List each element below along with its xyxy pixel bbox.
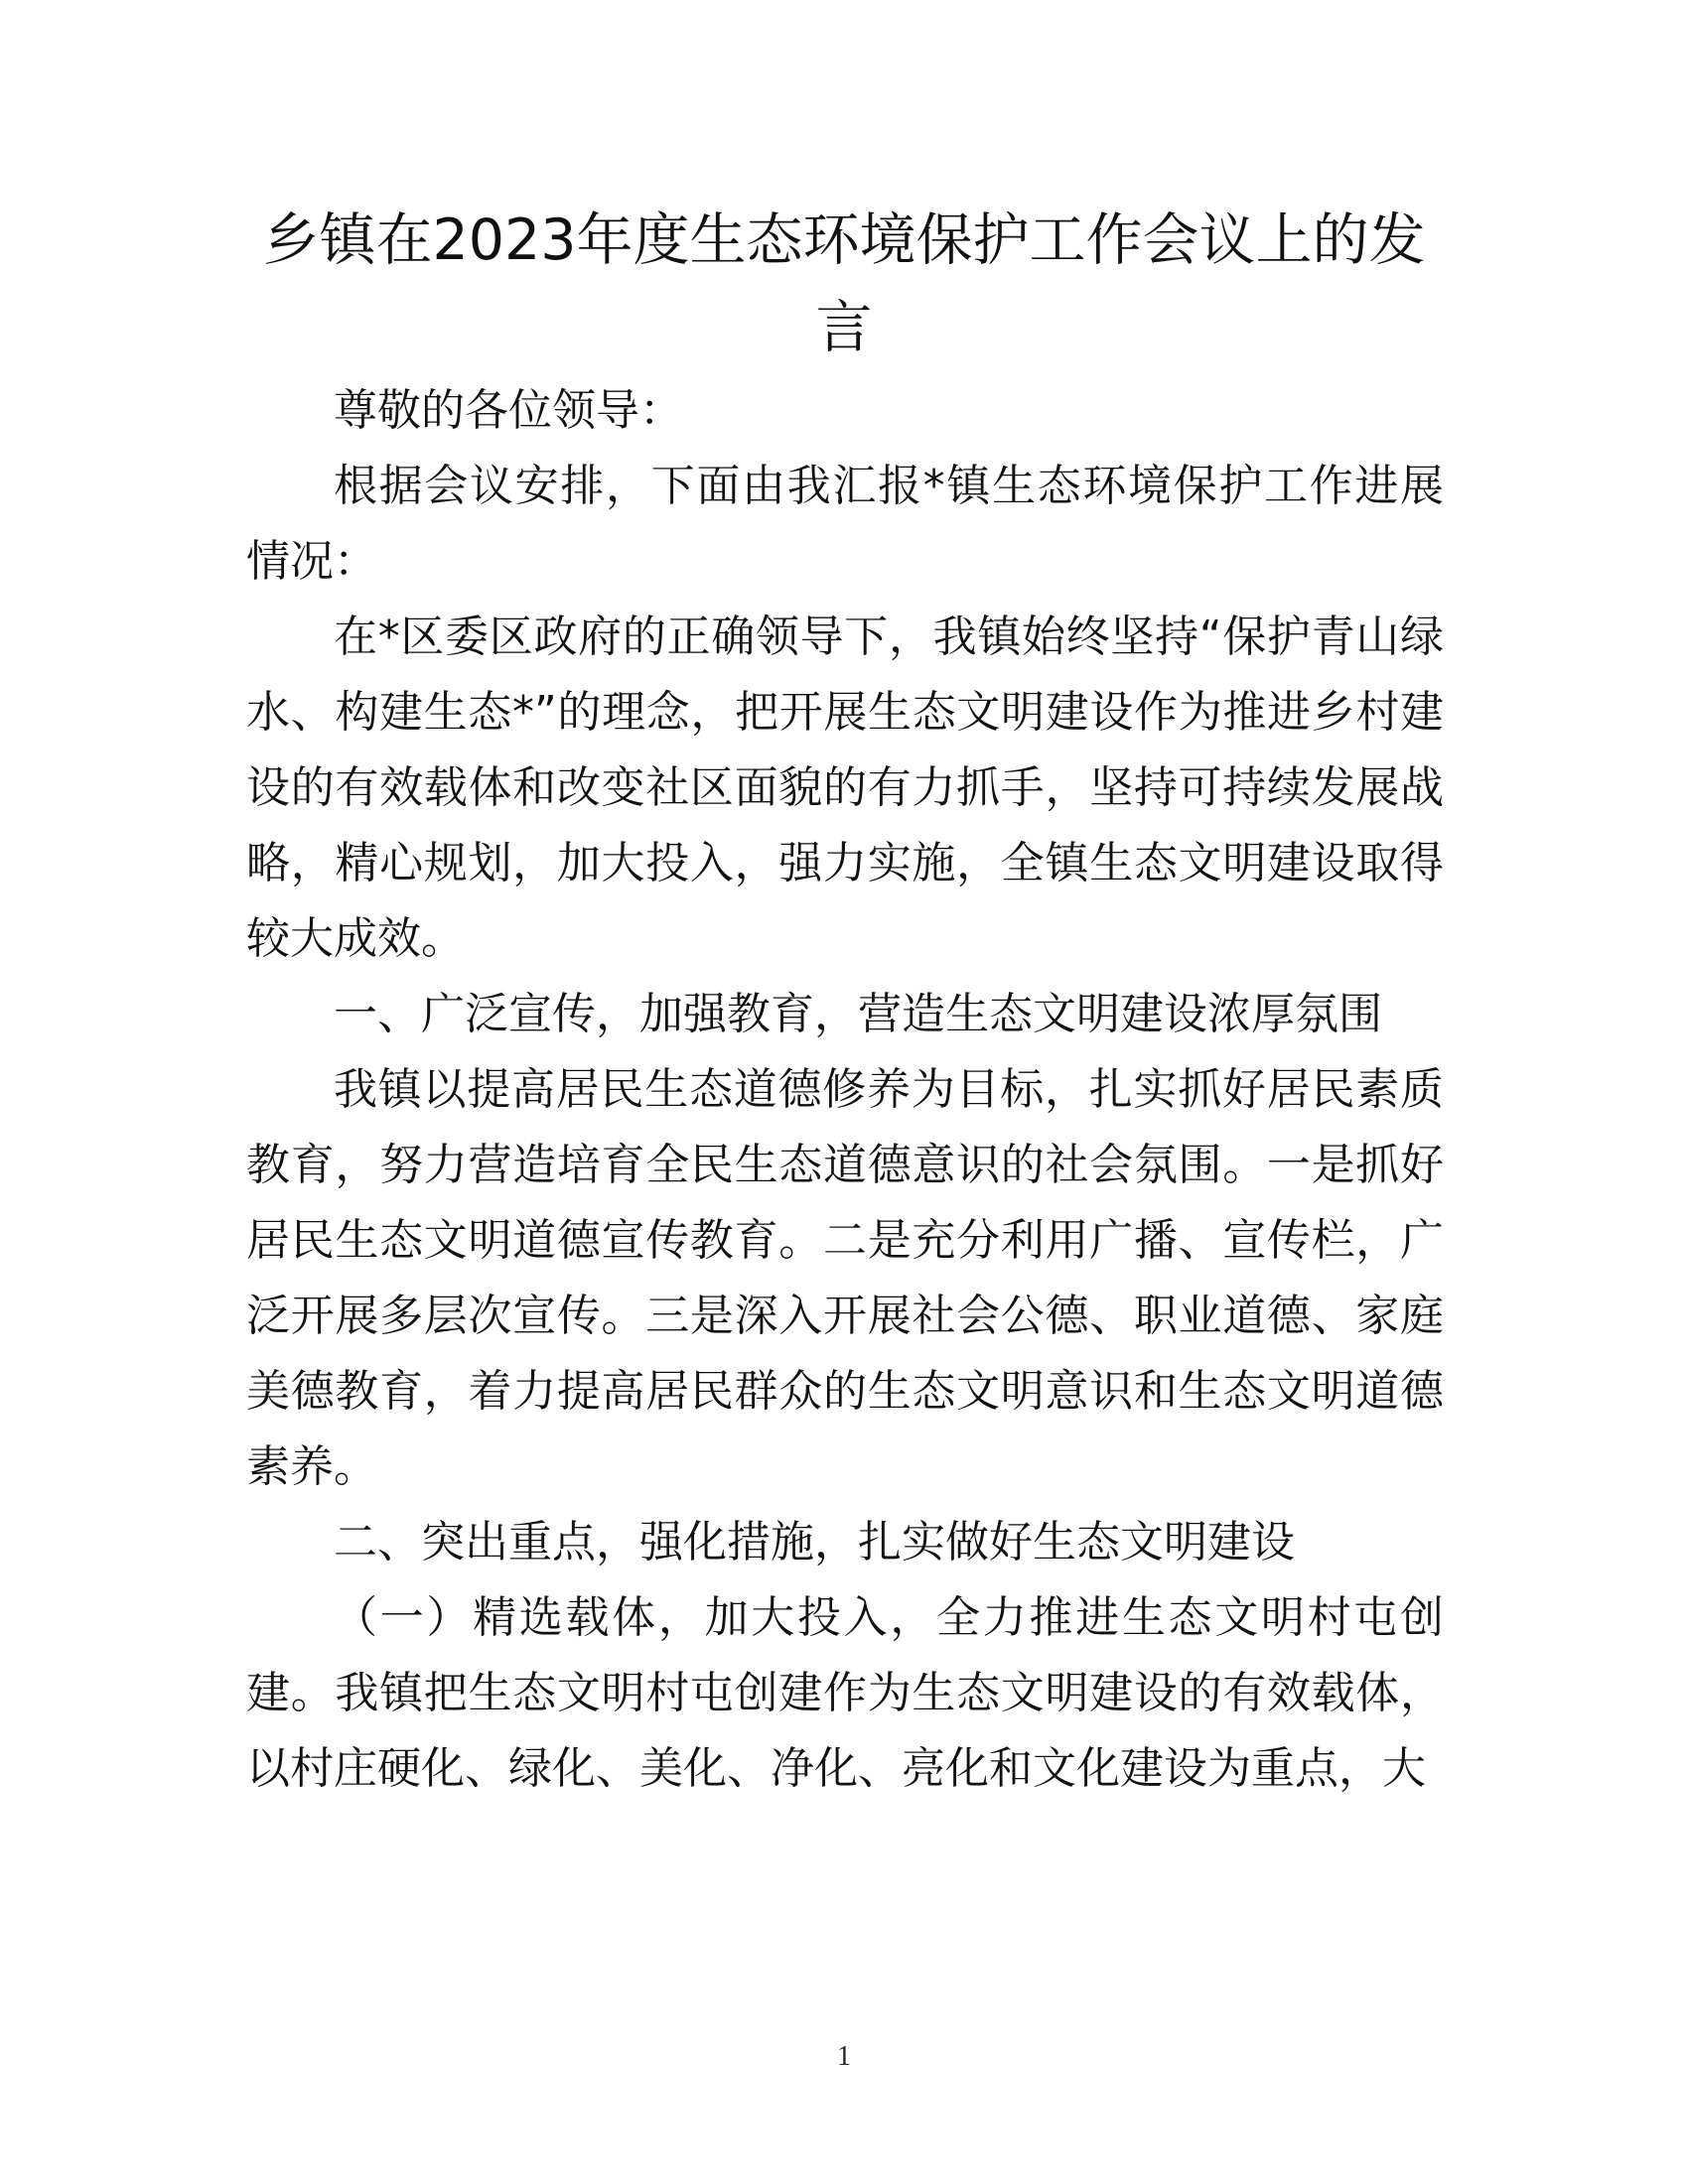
section-1-paragraph: 我镇以提高居民生态道德修养为目标，扎实抓好居民素质教育，努力营造培育全民生态道德意识的社会氛围。一是抓好居民生态文明道德宣传教育。二是充分利用广播、宣传栏，广泛开展多层次宣传。三是深入开展社会公德、职业道德、家庭美德教育，着力提高居民群众的生态文明意识和生态文明道德素养。 <box>246 1064 1444 1492</box>
page-number: 1 <box>837 2041 851 2072</box>
overview-paragraph: 在*区委区政府的正确领导下，我镇始终坚持“保护青山绿水、构建生态*”的理念，把开展生态文明建设作为推进乡村建设的有效载体和改变社区面貌的有力抓手，坚持可持续发展战略，精心规划，加大投入，强力实施，全镇生态文明建设取得较大成效。 <box>246 612 1444 964</box>
section-heading-1: 一、广泛宣传，加强教育，营造生态文明建设浓厚氛围 <box>334 989 1382 1039</box>
intro-paragraph: 根据会议安排，下面由我汇报*镇生态环境保护工作进展情况： <box>246 461 1444 587</box>
section-heading-2: 二、突出重点，强化措施，扎实做好生态文明建设 <box>334 1517 1295 1568</box>
subsection-1-paragraph: （一）精选载体，加大投入，全力推进生态文明村屯创建。我镇把生态文明村屯创建作为生态文明建设的有效载体，以村庄硬化、绿化、美化、净化、亮化和文化建设为重点，大 <box>246 1592 1444 1794</box>
document-title: 乡镇在2023年度生态环境保护工作会议上的发言 <box>262 207 1426 360</box>
salutation-paragraph: 尊敬的各位领导： <box>334 385 683 436</box>
document-body <box>246 373 1444 1807</box>
